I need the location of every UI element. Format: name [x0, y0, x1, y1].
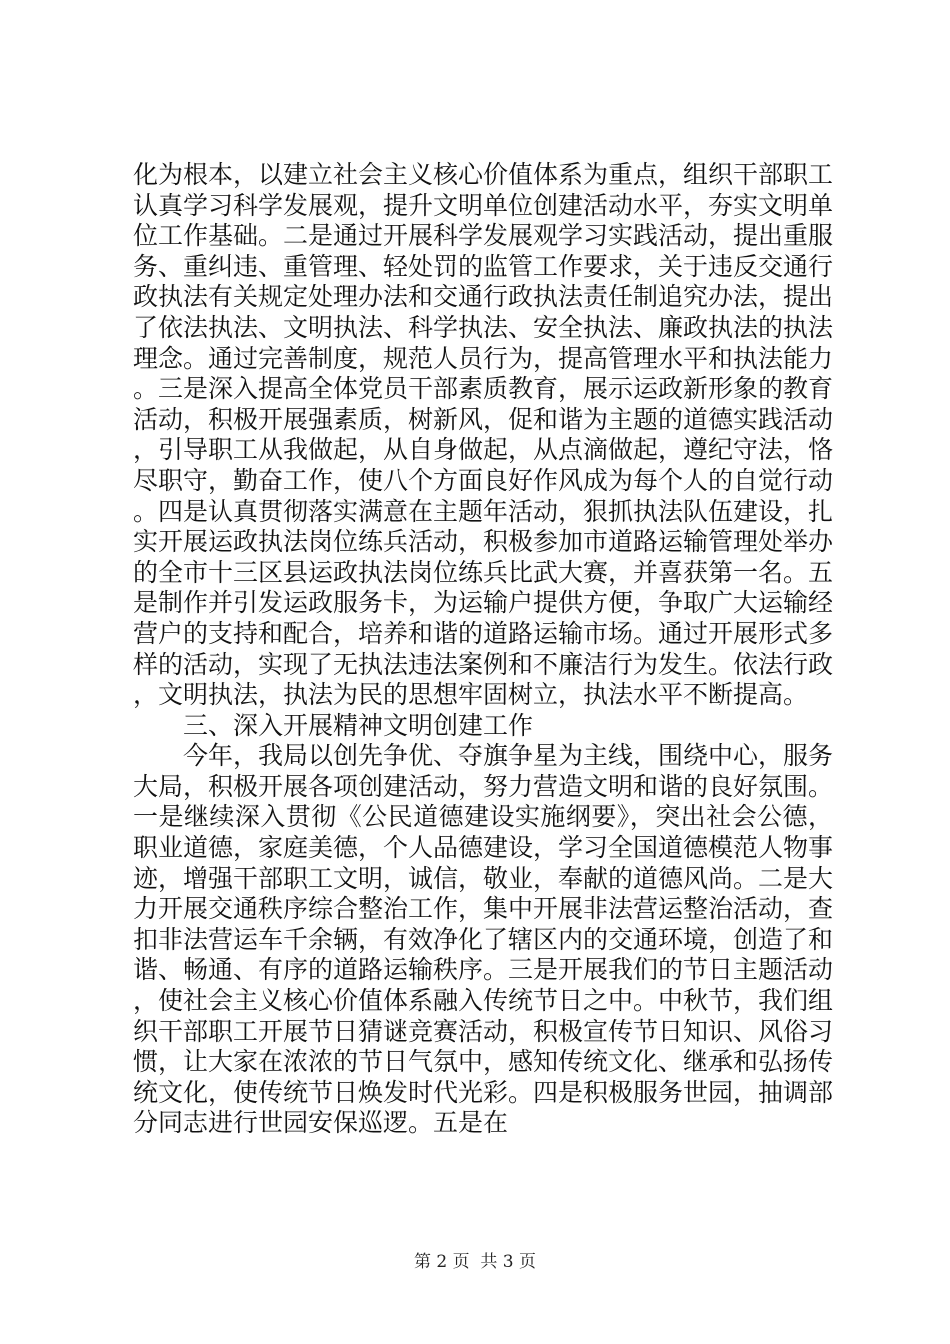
section-heading: 三、深入开展精神文明创建工作 — [183, 710, 534, 740]
page-footer: 第 2 页 共 3 页 — [413, 1252, 537, 1272]
paragraph-2: 今年，我局以创先争优、夺旗争星为主线，围绕中心，服务大局，积极开展各项创建活动，努力营造文明和谐的良好氛围。一是继续深入贯彻《公民道德建设实施纲要》，突出社会公德，职业道德，家庭美德，个人品德建设，学习全国道德模范人物事迹，增强干部职工文明，诚信，敬业，奉献的道德风尚。二是大力开展交通秩序综合整治工作，集中开展非法营运整治活动，查扣非法营运车千余辆，有效净化了辖区内的交通环境，创造了和谐、畅通、有序的道路运输秩序。三是开展我们的节日主题活动，使社会主义核心价值体系融入传统节日之中。中秋节，我们组织干部职工开展节日猜谜竞赛活动，积极宣传节日知识、风俗习惯，让大家在浓浓的节日气氛中，感知传统文化、继承和弘扬传统文化，使传统节日焕发时代光彩。四是积极服务世园，抽调部分同志进行世园安保巡逻。五是在 — [133, 741, 834, 1138]
paragraph-1: 化为根本，以建立社会主义核心价值体系为重点，组织干部职工认真学习科学发展观，提升文明单位创建活动水平，夯实文明单位工作基础。二是通过开展科学发展观学习实践活动，提出重服务、重纠违、重管理、轻处罚的监管工作要求，关于违反交通行政执法有关规定处理办法和交通行政执法责任制追究办法，提出了依法执法、文明执法、科学执法、安全执法、廉政执法的执法理念。通过完善制度，规范人员行为，提高管理水平和执法能力。三是深入提高全体党员干部素质教育，展示运政新形象的教育活动，积极开展强素质，树新风，促和谐为主题的道德实践活动，引导职工从我做起，从自身做起，从点滴做起，遵纪守法，恪尽职守，勤奋工作，使八个方面良好作风成为每个人的自觉行动。四是认真贯彻落实满意在主题年活动，狠抓执法队伍建设，扎实开展运政执法岗位练兵活动，积极参加市道路运输管理处举办的全市十三区县运政执法岗位练兵比武大赛，并喜获第一名。五是制作并引发运政服务卡，为运输户提供方便，争取广大运输经营户的支持和配合，培养和谐的道路运输市场。通过开展形式多样的活动，实现了无执法违法案例和不廉洁行为发生。依法行政，文明执法，执法为民的思想牢固树立，执法水平不断提高。 — [133, 160, 834, 710]
document-body — [133, 160, 833, 1139]
